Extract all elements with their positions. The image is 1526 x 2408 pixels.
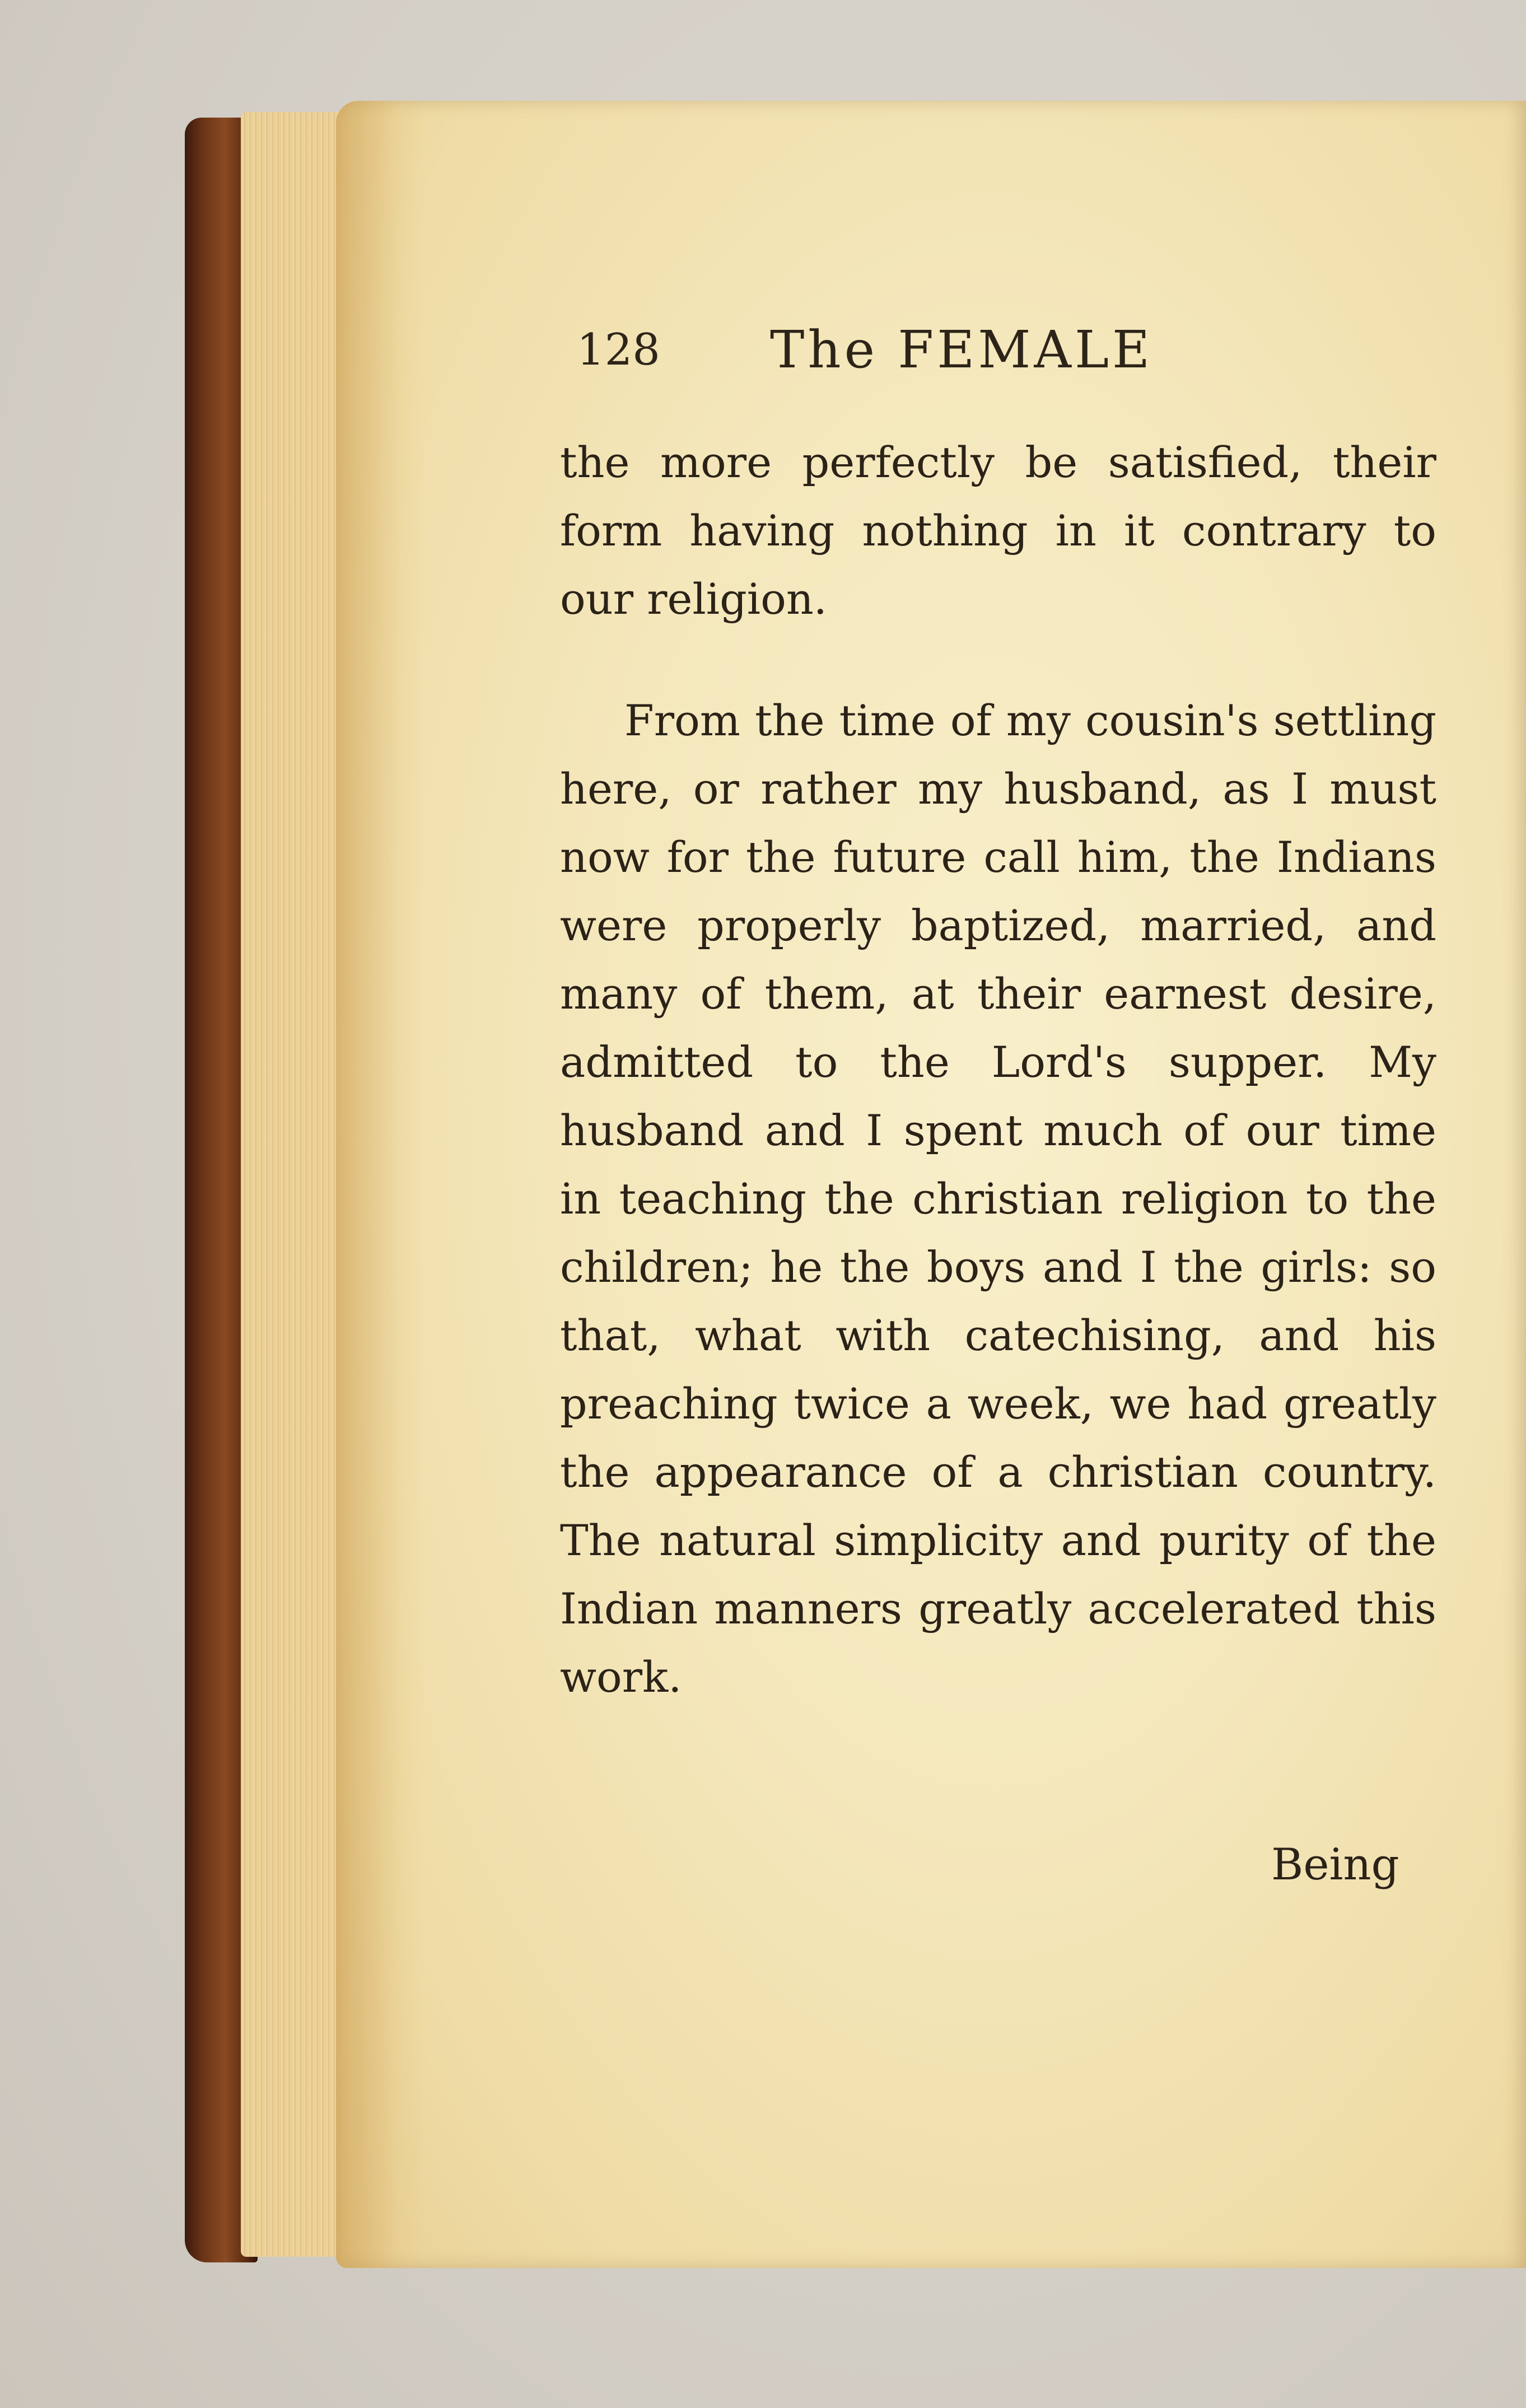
running-title: The FEMALE	[770, 320, 1154, 380]
page-body	[560, 428, 1436, 1711]
catchword: Being	[1271, 1840, 1399, 1890]
paragraph-2: From the time of my cousin's settling here, or rather my husband, as I must now for the future call him, the Indians were properly baptized, married, and many of them, at their earnest desire, admitted to the Lord's supper. My husband and I spent much of our time in teaching the christian religion to the children; he the boys and I the girls: so that, what with catechising, and his preaching twice a week, we had greatly the appearance of a christian country. The natural simplicity and purity of the Indian manners greatly accelerated this work.	[560, 696, 1436, 1702]
page-number: 128	[577, 325, 660, 375]
running-header	[577, 311, 1305, 389]
paragraph-1: the more perfectly be satisfied, their form having nothing in it contrary to our religion.	[560, 437, 1436, 624]
gutter-shadow	[336, 101, 426, 2268]
